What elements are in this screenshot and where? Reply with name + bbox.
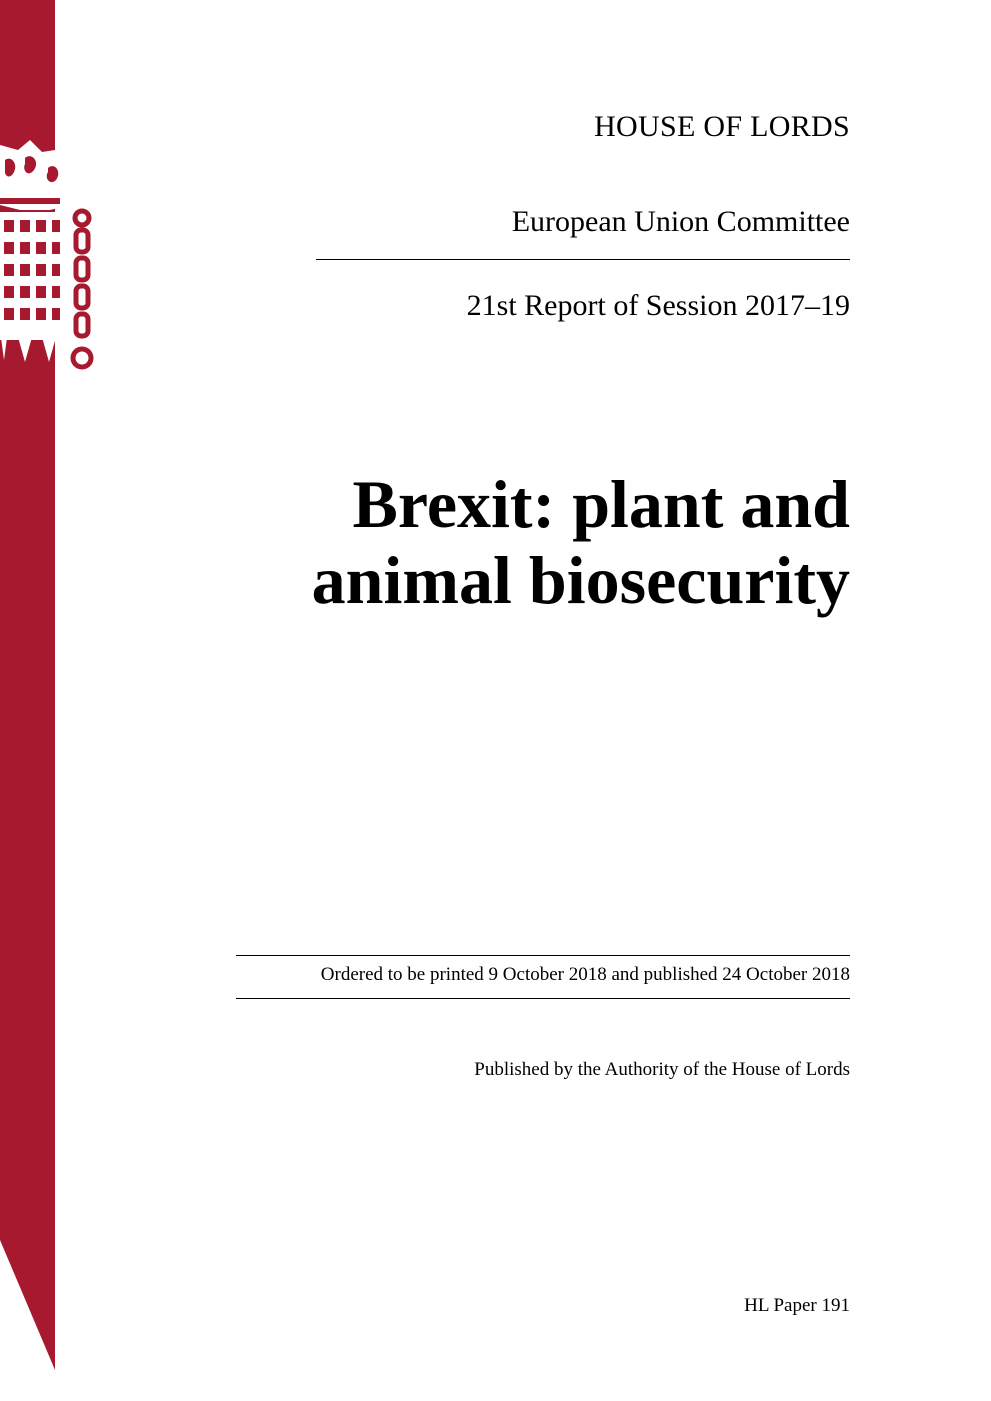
ordered-date-line: Ordered to be printed 9 October 2018 and published 24 October 2018 xyxy=(320,964,850,985)
committee-name: European Union Committee xyxy=(511,205,850,238)
red-side-banner xyxy=(0,0,60,1401)
ordered-top-divider xyxy=(236,955,850,956)
report-title xyxy=(150,466,850,618)
header-divider xyxy=(316,259,850,260)
report-title-line-2: animal biosecurity xyxy=(311,542,850,618)
chain-icon xyxy=(68,208,98,378)
portcullis-crown-icon xyxy=(0,140,60,362)
house-name: HOUSE OF LORDS xyxy=(594,110,850,143)
paper-number: HL Paper 191 xyxy=(744,1295,850,1316)
publisher-authority: Published by the Authority of the House of Lords xyxy=(474,1059,850,1080)
report-title-line-1: Brexit: plant and xyxy=(352,466,850,542)
session-info: 21st Report of Session 2017–19 xyxy=(466,289,850,322)
ordered-bottom-divider xyxy=(236,998,850,999)
